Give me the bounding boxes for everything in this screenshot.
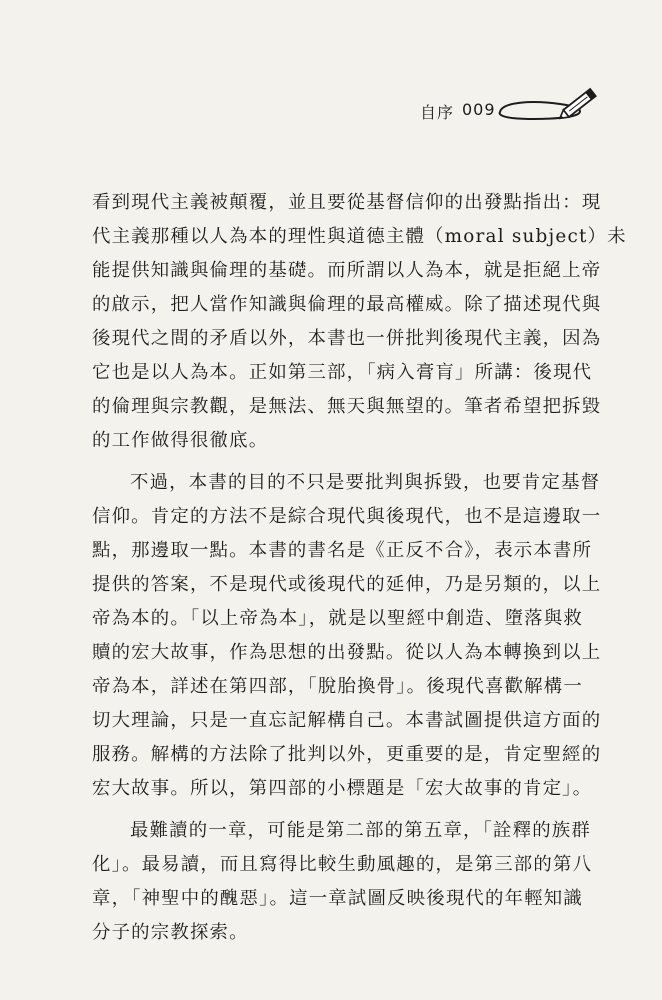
paragraph-2 xyxy=(92,466,602,806)
text-line: 它也是以人為本。正如第三部，「病入膏肓」所講：後現代 xyxy=(92,362,593,383)
pencil-icon xyxy=(492,80,602,130)
running-title: 自序 xyxy=(420,103,455,122)
text-line: 代主義那種以人為本的理性與道德主體（moral subject）未 xyxy=(92,226,627,247)
paragraph-3 xyxy=(92,814,593,950)
body-text xyxy=(92,186,627,950)
text-line: 最難讀的一章，可能是第二部的第五章，「詮釋的族群 xyxy=(130,820,591,841)
text-line: 切大理論，只是一直忘記解構自己。本書試圖提供這方面的 xyxy=(92,710,602,731)
text-line: 宏大故事。所以，第四部的小標題是「宏大故事的肯定」。 xyxy=(92,778,593,799)
text-line: 贖的宏大故事，作為思想的出發點。從以人為本轉換到以上 xyxy=(92,642,602,663)
text-line: 帝為本的。「以上帝為本」，就是以聖經中創造、墮落與救 xyxy=(92,608,583,629)
text-line: 的工作做得很徹底。 xyxy=(92,430,269,451)
paragraph-1 xyxy=(92,186,627,458)
text-line: 信仰。肯定的方法不是綜合現代與後現代，也不是這邊取一 xyxy=(92,506,602,527)
text-line: 帝為本，詳述在第四部，「脫胎換骨」。後現代喜歡解構一 xyxy=(92,676,583,697)
page-number: 009 xyxy=(462,100,496,119)
text-line: 的倫理與宗教觀，是無法、無天與無望的。筆者希望把拆毀 xyxy=(92,396,602,417)
text-line: 不過，本書的目的不只是要批判與拆毀，也要肯定基督 xyxy=(130,472,601,493)
text-line: 點，那邊取一點。本書的書名是《正反不合》，表示本書所 xyxy=(92,540,593,561)
text-line: 章，「神聖中的醜惡」。這一章試圖反映後現代的年輕知識 xyxy=(92,888,583,909)
text-line: 的啟示，把人當作知識與倫理的最高權威。除了描述現代與 xyxy=(92,294,602,315)
text-line: 提供的答案，不是現代或後現代的延伸，乃是另類的，以上 xyxy=(92,574,602,595)
text-line: 看到現代主義被顛覆，並且要從基督信仰的出發點指出：現 xyxy=(92,192,602,213)
text-line: 後現代之間的矛盾以外，本書也一併批判後現代主義，因為 xyxy=(92,328,602,349)
text-line: 能提供知識與倫理的基礎。而所謂以人為本，就是拒絕上帝 xyxy=(92,260,602,281)
text-line: 化」。最易讀，而且寫得比較生動風趣的，是第三部的第八 xyxy=(92,854,593,875)
text-line: 分子的宗教探索。 xyxy=(92,922,249,943)
text-line: 服務。解構的方法除了批判以外，更重要的是，肯定聖經的 xyxy=(92,744,602,765)
running-head xyxy=(420,92,640,132)
